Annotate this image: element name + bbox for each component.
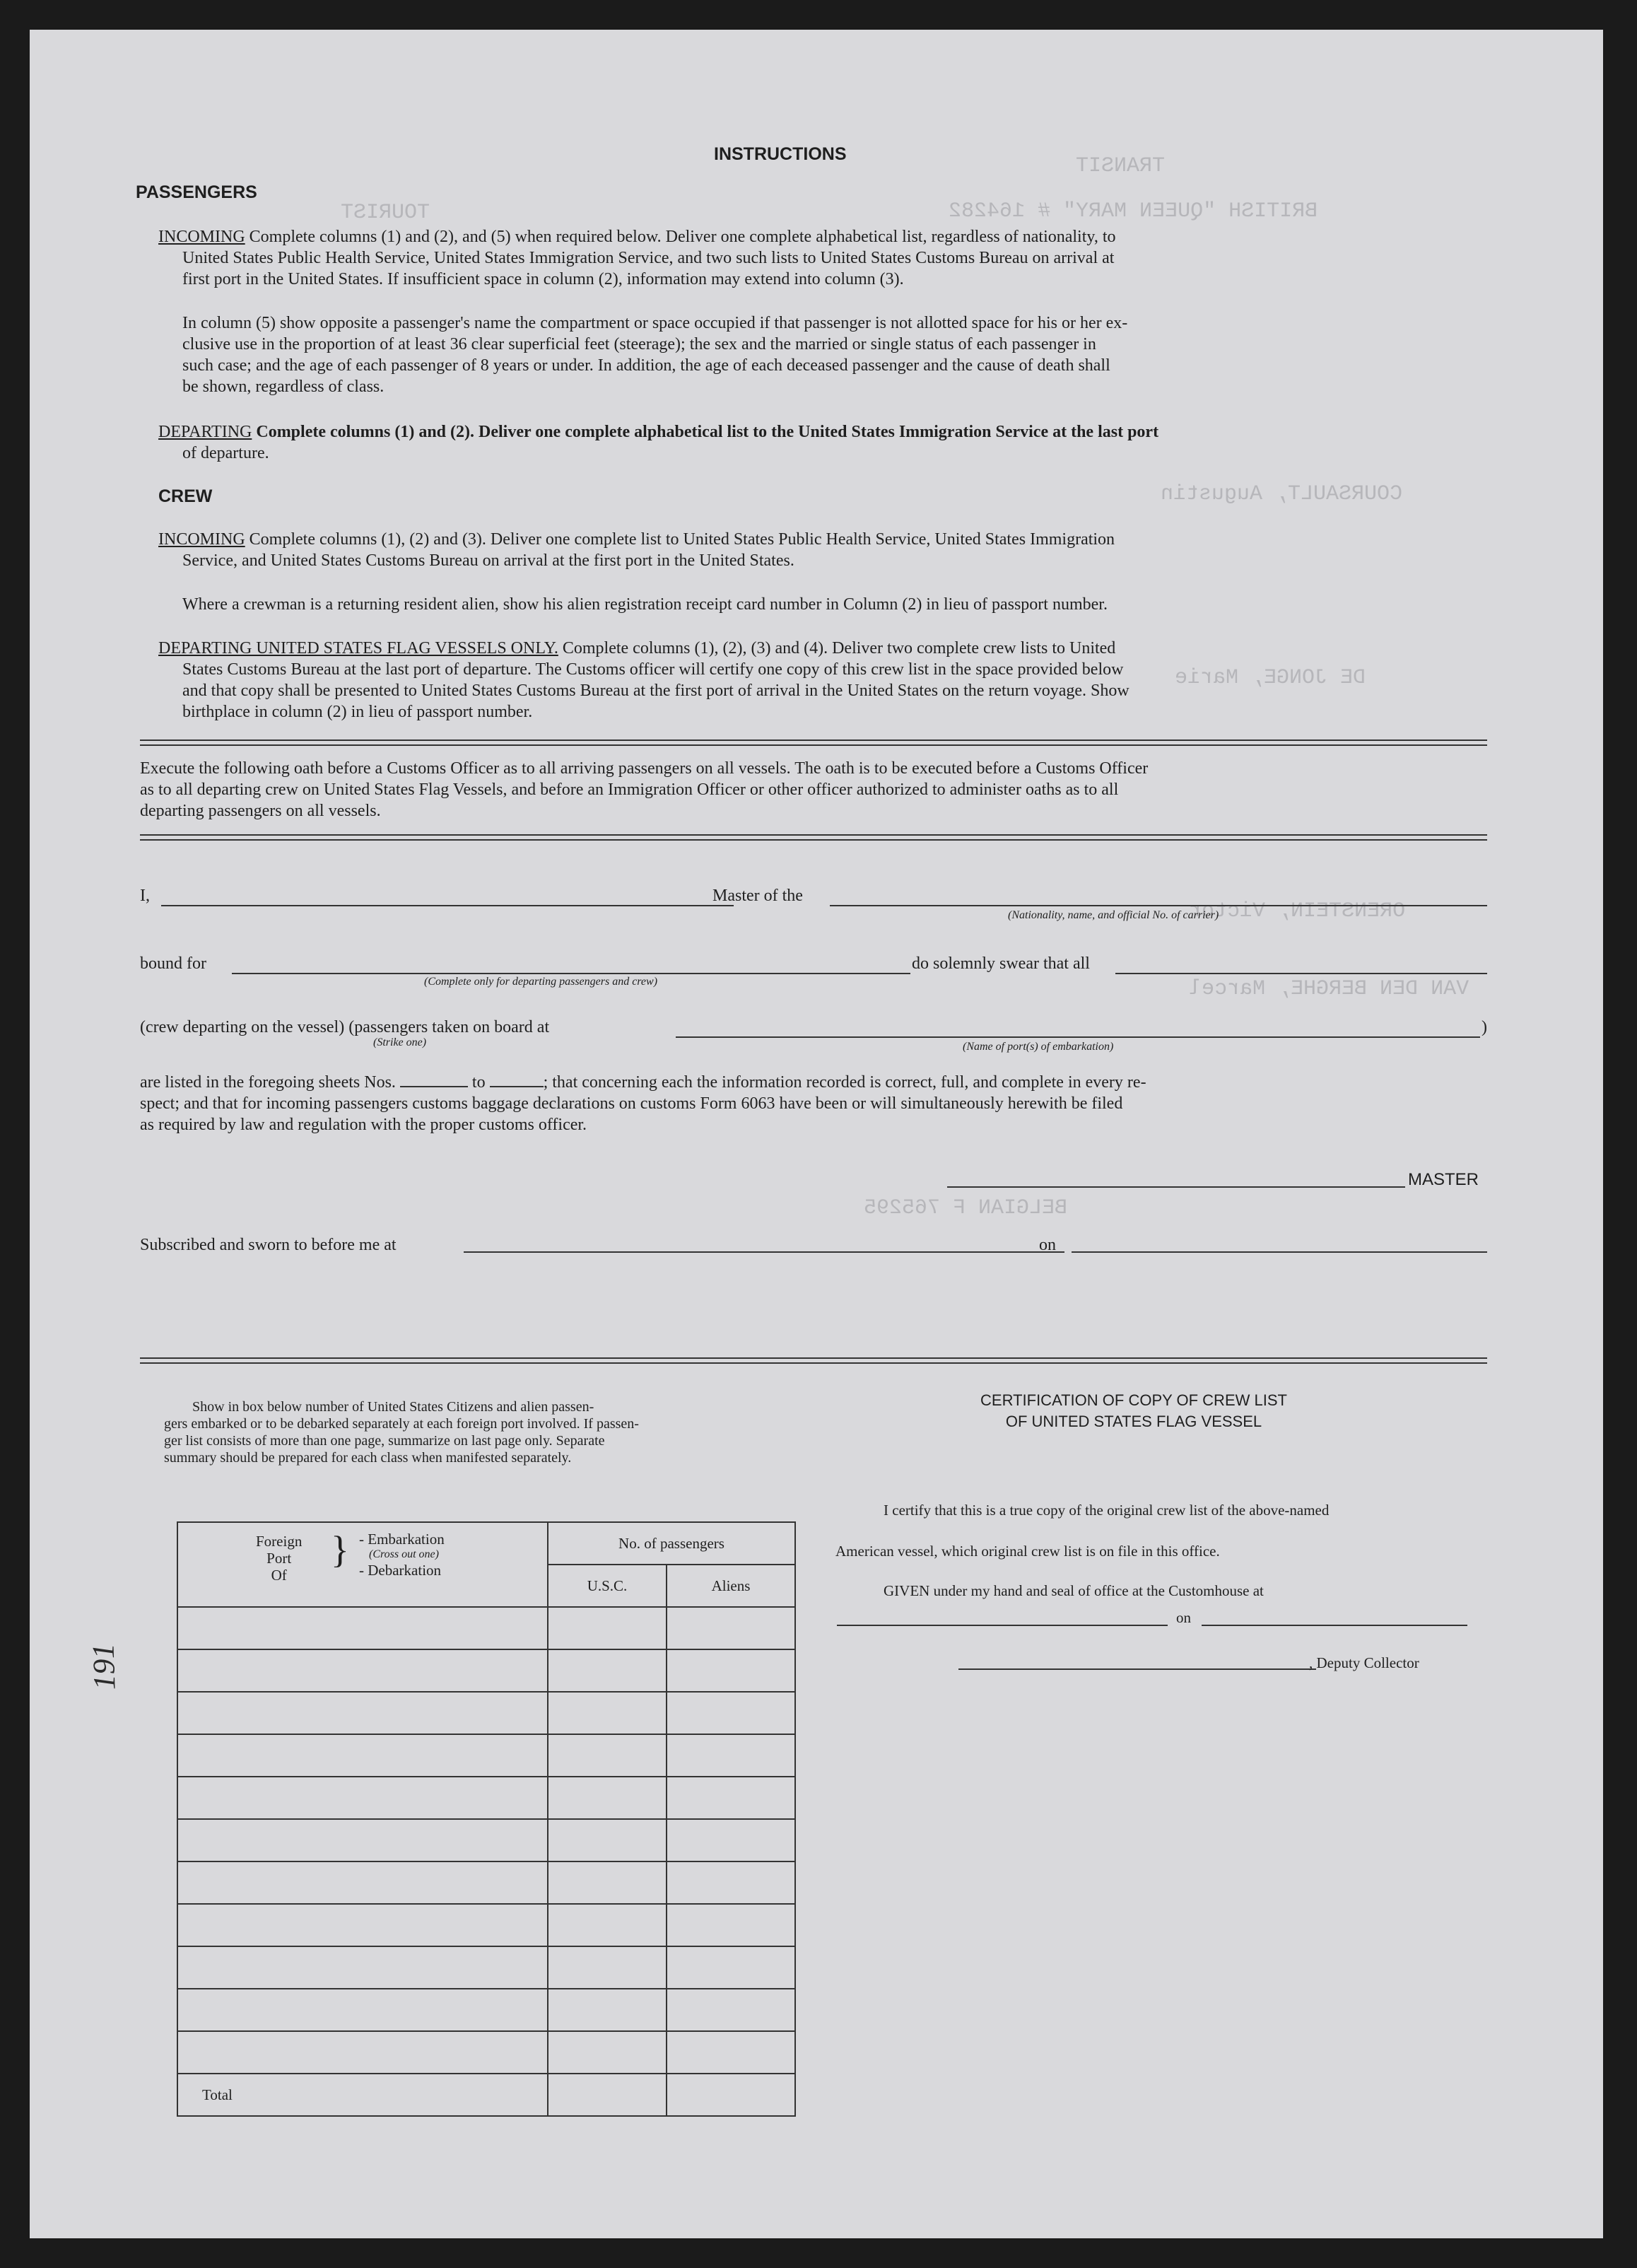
crew-departing-text-3: and that copy shall be presented to United States Customs Bureau at the first port of arrival in the United States on the return voyage. Show bbox=[182, 682, 1130, 700]
port-cell[interactable] bbox=[177, 1777, 548, 1819]
passengers-incoming-block bbox=[158, 226, 1116, 247]
oath-body-2: spect; and that for incoming passengers customs baggage declarations on customs Form 6063 have been or will simultaneously herewith be filed bbox=[140, 1094, 1123, 1113]
aliens-cell[interactable] bbox=[667, 1946, 795, 1989]
column5-text-3: such case; and the age of each passenger of 8 years or under. In addition, the age of each deceased passenger and the cause of death shall bbox=[182, 356, 1110, 375]
certification-text-3: GIVEN under my hand and seal of office at the Customhouse at bbox=[884, 1582, 1264, 1599]
usc-cell[interactable] bbox=[548, 1734, 667, 1777]
usc-cell[interactable] bbox=[548, 1607, 667, 1649]
column5-text-1: In column (5) show opposite a passenger's name the compartment or space occupied if that passenger is not allotted space for his or her ex- bbox=[182, 314, 1128, 332]
table-row bbox=[177, 1989, 795, 2031]
certification-text-1: I certify that this is a true copy of the original crew list of the above-named bbox=[884, 1502, 1330, 1519]
summary-header-row bbox=[177, 1522, 795, 1565]
sheets-to-label: to bbox=[471, 1073, 486, 1092]
master-signature-field[interactable] bbox=[947, 1186, 1405, 1188]
port-cell[interactable] bbox=[177, 1904, 548, 1946]
ports-caption: (Name of port(s) of embarkation) bbox=[963, 1041, 1114, 1053]
table-row bbox=[177, 1777, 795, 1819]
usc-cell[interactable] bbox=[548, 1989, 667, 2031]
bound-for-caption: (Complete only for departing passengers and crew) bbox=[424, 976, 658, 988]
embarkation-option[interactable]: - Embarkation bbox=[359, 1531, 445, 1548]
passengers-departing-block bbox=[158, 421, 1158, 443]
summary-intro bbox=[164, 1398, 786, 1466]
summary-intro-3: ger list consists of more than one page, summarize on last page only. Separate bbox=[164, 1433, 605, 1449]
subscribed-label: Subscribed and sworn to before me at bbox=[140, 1236, 397, 1254]
crew-departing-text-1: Complete columns (1), (2), (3) and (4). Deliver two complete crew lists to United bbox=[562, 639, 1116, 657]
table-row bbox=[177, 2031, 795, 2074]
port-cell[interactable] bbox=[177, 1946, 548, 1989]
swear-text: do solemnly swear that all bbox=[912, 954, 1090, 973]
swear-field[interactable] bbox=[1115, 973, 1487, 974]
carrier-field[interactable] bbox=[830, 905, 1487, 906]
table-row bbox=[177, 1819, 795, 1861]
bound-for-field[interactable] bbox=[232, 973, 910, 974]
of-label: Of bbox=[271, 1567, 287, 1584]
page-title: INSTRUCTIONS bbox=[714, 144, 847, 164]
passenger-summary-table bbox=[177, 1521, 796, 2117]
section-divider bbox=[140, 1357, 1487, 1364]
aliens-cell[interactable] bbox=[667, 1649, 795, 1692]
no-passengers-header: No. of passengers bbox=[548, 1522, 795, 1565]
certification-title-2: OF UNITED STATES FLAG VESSEL bbox=[1005, 1413, 1262, 1430]
crew-departing-block bbox=[158, 638, 1115, 659]
bound-for-label: bound for bbox=[140, 954, 206, 973]
table-row bbox=[177, 1649, 795, 1692]
port-cell[interactable] bbox=[177, 1734, 548, 1777]
sheets-to-field[interactable] bbox=[490, 1072, 544, 1087]
usc-header: U.S.C. bbox=[548, 1565, 667, 1607]
crew-departing-text-2: States Customs Bureau at the last port of departure. The Customs officer will certify one copy of this crew list in the space provided below bbox=[182, 660, 1124, 679]
crew-incoming-text-2: Service, and United States Customs Bureau on arrival at the first port in the United States. bbox=[182, 551, 794, 570]
master-name-field[interactable] bbox=[161, 905, 734, 906]
debarkation-option[interactable]: - Debarkation bbox=[359, 1562, 442, 1579]
crew-incoming-label: INCOMING bbox=[158, 530, 245, 549]
port-cell[interactable] bbox=[177, 1989, 548, 2031]
aliens-cell[interactable] bbox=[667, 2031, 795, 2074]
passengers-heading: PASSENGERS bbox=[136, 182, 257, 202]
master-label: MASTER bbox=[1408, 1170, 1479, 1189]
aliens-cell[interactable] bbox=[667, 1819, 795, 1861]
deputy-collector-signature-field[interactable] bbox=[958, 1668, 1316, 1670]
column5-text-2: clusive use in the proportion of at least 36 clear superficial feet (steerage); the sex and the married or single status of each passenger in bbox=[182, 335, 1096, 353]
passengers-incoming-text-2: United States Public Health Service, United States Immigration Service, and two such lists to United States Customs Bureau on arrival at bbox=[182, 249, 1115, 267]
aliens-cell[interactable] bbox=[667, 1734, 795, 1777]
usc-cell[interactable] bbox=[548, 1692, 667, 1734]
crew-departing-text-4: birthplace in column (2) in lieu of passport number. bbox=[182, 703, 533, 721]
embark-debark-options bbox=[359, 1531, 445, 1578]
table-row bbox=[177, 1861, 795, 1904]
port-cell[interactable] bbox=[177, 1692, 548, 1734]
cross-out-caption: (Cross out one) bbox=[369, 1548, 439, 1560]
total-aliens-cell[interactable] bbox=[667, 2074, 795, 2116]
usc-cell[interactable] bbox=[548, 1946, 667, 1989]
port-cell[interactable] bbox=[177, 1607, 548, 1649]
aliens-cell[interactable] bbox=[667, 1861, 795, 1904]
table-row bbox=[177, 1734, 795, 1777]
form-sheet: BRITISH "QUEEN MARY" # 164282 TRANSIT TOURIST COURSAULT, Augustin DE JONGE, Marie ORENSTEIN, Victor VAN DEN BERGHE, Marcel BELGIAN F 765295 INSTRUCTIONS PASSENGERS INCOMING Complete columns (1) and (2), and (5) when required below. Deliver one complete alphabetical list, regardless of nationality, to United States Public Health Service, United States Immigration Service, and two such lists to United States Customs Bureau on arrival at first port in the United States. If insufficient space in column (2), information may extend into column (3). In column (5) show opposite a passenger's name the compartment or space occupied if that passenger is not allotted space for his or her ex- clusive use in the proportion of at least 36 clear superficial feet (steerage); the sex and the married or single status of each passenger in such case; and the age of each passenger of 8 years or under. In addition, the age of each deceased passenger and the cause of death shall be shown, regardless of class. DEPARTING Complete columns (1) and (2). Deliver one complete alphabetical list to the United States Immigration Service at the last port of departure. CREW INCOMING Complete columns (1), (2) and (3). Deliver one complete list to United States Public Health Service, United States Immigration Service, and United States Customs Bureau on arrival at the first port in the United States. Where a crewman is a returning resident alien, show his alien registration receipt card number in Column (2) in lieu of passport number. DEPARTING UNITED STATES FLAG VESSELS ONLY. Complete columns (1), (2), (3) and (4). Deliver two complete crew lists to United States Customs Bureau at the last port of departure. The Customs officer will certify one copy of this crew list in the space provided below and that copy shall be presented to United States Customs Bureau at the first port of arrival in the United States on the return voyage. Show birthplace in column (2) in lieu of passport number. Execute the following oath before a Customs Officer as to all arriving passengers on all vessels. The oath is to be executed before a Customs Officer as to all departing crew on United States Flag Vessels, and before an Immigration Officer or other officer authorized to administer oaths as to all departing passengers on all vessels. I, Master of the (Nationality, name, and official No. of carrier) bound for (Complete only for departing passengers and crew) do solemnly swear that all (crew departing on the vessel) (passengers taken on board at (Strike one) ) (Name of port(s) of embarkation) are listed in the foregoing sheets Nos. to ; that concerning each the information recorded is correct, full, and complete in every re- spect; and that for incoming passengers customs baggage declarations on customs Form 6063 have been or will simultaneously herewith be filed as required by law and regulation with the proper customs officer. MASTER Subscribed and sworn to before me at on Show in box below number of United States Citizens and alien passen- gers embarked or to be debarked separately at each foreign port involved. If passen- ger list consists of more than one page, summarize on last page only. Separate summary should be prepared for each class when manifested separately. Foreign Port Of } - Embarkation (Cross out one) - Debarkation No. of passengers U.S.C. Aliens Total CERTIFICATION OF COPY OF CREW LIST OF UNITED STATES FLAG VESSEL I certify that this is a true copy of the original crew list of the above-named American vessel, which original crew list is on file in this office. GIVEN under my hand and seal of office at the Customhouse at on , Deputy Collector 191 bbox=[30, 30, 1603, 2238]
sheets-from-field[interactable] bbox=[400, 1072, 468, 1087]
carrier-caption: (Nationality, name, and official No. of carrier) bbox=[1008, 909, 1219, 921]
crew-departing-clause: (crew departing on the vessel) (passengers taken on board at bbox=[140, 1018, 550, 1036]
customhouse-field[interactable] bbox=[837, 1625, 1168, 1626]
certification-text-2: American vessel, which original crew list is on file in this office. bbox=[835, 1543, 1220, 1560]
usc-cell[interactable] bbox=[548, 1904, 667, 1946]
oath-intro-3: departing passengers on all vessels. bbox=[140, 802, 381, 820]
margin-note: 191 bbox=[86, 1642, 122, 1691]
deputy-collector-label: , Deputy Collector bbox=[1309, 1654, 1419, 1671]
total-label: Total bbox=[177, 2074, 548, 2116]
port-cell[interactable] bbox=[177, 1649, 548, 1692]
passengers-incoming-text-1: Complete columns (1) and (2), and (5) when required below. Deliver one complete alphabetical list, regardless of nationality, to bbox=[249, 228, 1116, 246]
aliens-cell[interactable] bbox=[667, 1607, 795, 1649]
aliens-cell[interactable] bbox=[667, 1989, 795, 2031]
oath-intro-2: as to all departing crew on United States Flag Vessels, and before an Immigration Officer or other officer authorized to administer oaths as to all bbox=[140, 781, 1119, 799]
aliens-cell[interactable] bbox=[667, 1692, 795, 1734]
brace-icon: } bbox=[331, 1528, 349, 1571]
usc-cell[interactable] bbox=[548, 1861, 667, 1904]
oath-body-3: as required by law and regulation with the proper customs officer. bbox=[140, 1116, 587, 1134]
aliens-header: Aliens bbox=[667, 1565, 795, 1607]
passengers-departing-text-1: Complete columns (1) and (2). Deliver one complete alphabetical list to the United States Immigration Service at the last port bbox=[256, 423, 1159, 441]
usc-cell[interactable] bbox=[548, 1819, 667, 1861]
section-divider bbox=[140, 834, 1487, 841]
total-row bbox=[177, 2074, 795, 2116]
summary-intro-4: summary should be prepared for each class when manifested separately. bbox=[164, 1450, 572, 1466]
port-header-cell bbox=[177, 1522, 548, 1607]
oath-body-1 bbox=[140, 1072, 1146, 1093]
crew-heading: CREW bbox=[158, 486, 213, 506]
summary-intro-2: gers embarked or to be debarked separately at each foreign port involved. If passen- bbox=[164, 1416, 639, 1432]
sworn-place-field[interactable] bbox=[464, 1251, 1064, 1253]
section-divider bbox=[140, 740, 1487, 746]
strike-caption: (Strike one) bbox=[373, 1036, 427, 1048]
certification-title bbox=[950, 1390, 1318, 1432]
crew-incoming-block bbox=[158, 529, 1115, 550]
summary-intro-1: Show in box below number of United States Citizens and alien passen- bbox=[192, 1399, 594, 1415]
usc-cell[interactable] bbox=[548, 2031, 667, 2074]
port-cell[interactable] bbox=[177, 2031, 548, 2074]
certification-title-1: CERTIFICATION OF COPY OF CREW LIST bbox=[980, 1391, 1287, 1409]
passengers-incoming-label: INCOMING bbox=[158, 228, 245, 246]
port-label: Port bbox=[266, 1550, 292, 1567]
close-paren: ) bbox=[1481, 1018, 1487, 1036]
port-cell[interactable] bbox=[177, 1819, 548, 1861]
crew-incoming-text-1: Complete columns (1), (2) and (3). Deliver one complete list to United States Public Health Service, United States Immigration bbox=[249, 530, 1115, 549]
passengers-departing-text-2: of departure. bbox=[182, 444, 269, 462]
port-cell[interactable] bbox=[177, 1861, 548, 1904]
table-row bbox=[177, 1607, 795, 1649]
master-of-the-label: Master of the bbox=[712, 887, 803, 905]
oath-intro-1: Execute the following oath before a Customs Officer as to all arriving passengers on all vessels. The oath is to be executed before a Customs Officer bbox=[140, 759, 1149, 778]
sworn-date-field[interactable] bbox=[1072, 1251, 1487, 1253]
sheets-label: are listed in the foregoing sheets Nos. bbox=[140, 1073, 396, 1092]
passengers-incoming-text-3: first port in the United States. If insufficient space in column (2), information may extend into column (3). bbox=[182, 270, 904, 288]
table-row bbox=[177, 1692, 795, 1734]
aliens-cell[interactable] bbox=[667, 1777, 795, 1819]
column5-text-4: be shown, regardless of class. bbox=[182, 378, 385, 396]
passengers-departing-label: DEPARTING bbox=[158, 423, 252, 441]
oath-body-1-rest: ; that concerning each the information recorded is correct, full, and complete in every re- bbox=[543, 1073, 1146, 1092]
port-header-label bbox=[256, 1533, 302, 1584]
crew-departing-label: DEPARTING UNITED STATES FLAG VESSELS ONLY. bbox=[158, 639, 558, 657]
table-row bbox=[177, 1904, 795, 1946]
usc-cell[interactable] bbox=[548, 1777, 667, 1819]
oath-i-label: I, bbox=[140, 887, 150, 905]
embarkation-ports-field[interactable] bbox=[676, 1036, 1480, 1038]
table-row bbox=[177, 1946, 795, 1989]
total-usc-cell[interactable] bbox=[548, 2074, 667, 2116]
certification-on-label: on bbox=[1176, 1609, 1191, 1626]
certification-date-field[interactable] bbox=[1202, 1625, 1467, 1626]
aliens-cell[interactable] bbox=[667, 1904, 795, 1946]
resident-alien-text: Where a crewman is a returning resident alien, show his alien registration receipt card number in Column (2) in lieu of passport number. bbox=[182, 595, 1108, 614]
foreign-label: Foreign bbox=[256, 1533, 303, 1550]
sworn-on-label: on bbox=[1039, 1236, 1056, 1254]
usc-cell[interactable] bbox=[548, 1649, 667, 1692]
